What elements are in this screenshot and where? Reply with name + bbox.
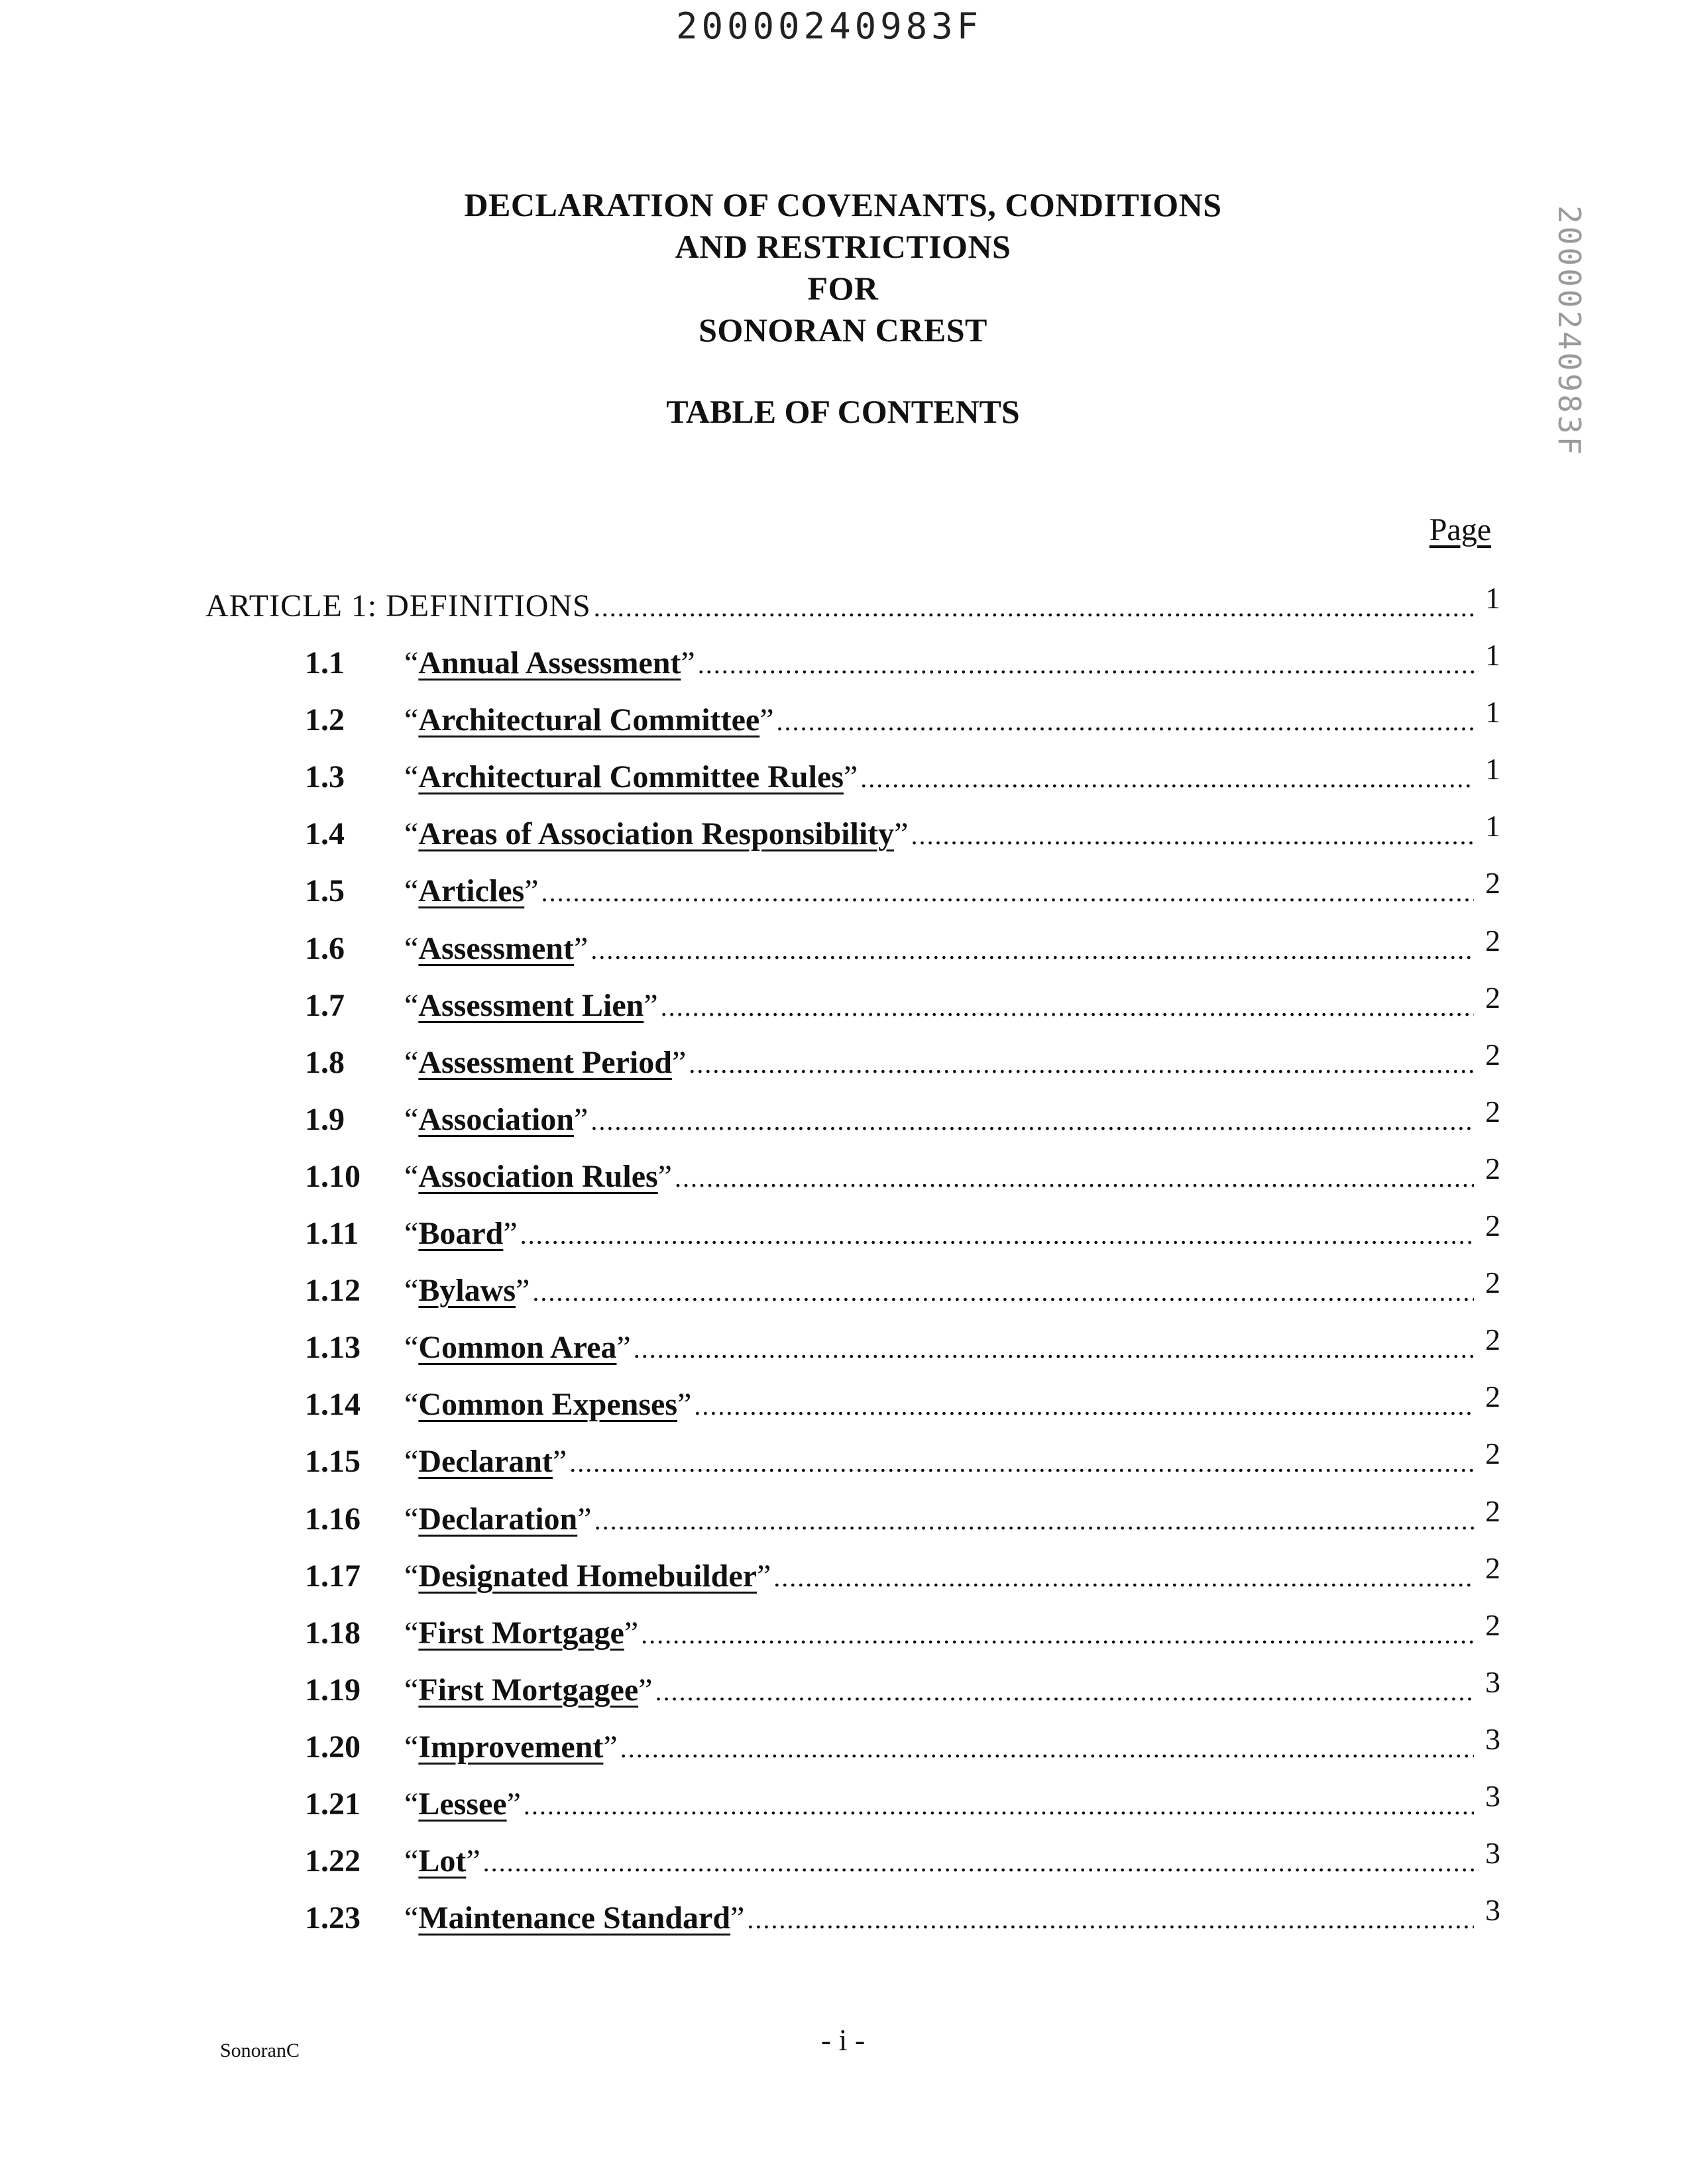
toc-entry [404, 1437, 1500, 1480]
article-label: ARTICLE 1: DEFINITIONS [205, 588, 591, 624]
term-title: “Assessment Period” [404, 1045, 687, 1080]
term-title: “Architectural Committee” [404, 702, 774, 737]
toc-heading: TABLE OF CONTENTS [666, 393, 1020, 430]
dot-leader [590, 934, 1474, 965]
toc-entry [404, 1665, 1500, 1708]
dot-leader [747, 1904, 1474, 1935]
dot-leader [520, 1219, 1474, 1250]
section-number: 1.9 [305, 1102, 345, 1137]
dot-leader [590, 1105, 1474, 1136]
dot-leader [661, 991, 1474, 1022]
term-text: Assessment Lien [418, 988, 644, 1023]
term-text: First Mortgage [418, 1615, 624, 1651]
entry-page-number: 3 [1485, 1665, 1500, 1699]
entry-page-number: 2 [1485, 1380, 1500, 1413]
term-title: “Articles” [404, 873, 539, 908]
term-title: “Designated Homebuilder” [404, 1558, 771, 1594]
entry-page-number: 2 [1485, 1038, 1500, 1071]
toc-entry [404, 1038, 1500, 1081]
term-title: “Declarant” [404, 1444, 567, 1479]
term-text: First Mortgagee [418, 1672, 639, 1708]
toc-entry-row[interactable] [0, 1776, 1686, 1822]
term-title: “Association” [404, 1102, 589, 1137]
toc-entry [404, 1893, 1500, 1936]
footer-page-number: - i - [820, 2023, 866, 2057]
term-text: Improvement [418, 1729, 604, 1765]
section-number: 1.3 [305, 759, 345, 794]
section-number: 1.4 [305, 816, 345, 851]
term-title: “Association Rules” [404, 1159, 672, 1194]
dot-leader [698, 649, 1474, 680]
term-text: Architectural Committee [418, 702, 760, 737]
dot-leader [524, 1790, 1474, 1821]
term-text: Maintenance Standard [418, 1900, 731, 1936]
entry-page-number: 1 [1485, 695, 1500, 729]
term-text: Designated Homebuilder [418, 1558, 757, 1594]
term-text: Association Rules [418, 1159, 658, 1194]
toc-entry-row[interactable] [0, 635, 1686, 681]
toc-entry-row[interactable] [0, 1319, 1686, 1366]
title-line-2: AND RESTRICTIONS [675, 228, 1011, 265]
toc-entry-row[interactable] [0, 1491, 1686, 1537]
term-title: “Assessment” [404, 931, 589, 966]
document-number: 20000240983F [676, 5, 983, 47]
toc-entry [404, 866, 1500, 909]
term-title: “Assessment Lien” [404, 988, 658, 1023]
term-title: “Architectural Committee Rules” [404, 759, 858, 794]
toc-entry [404, 981, 1500, 1024]
section-number: 1.2 [305, 702, 345, 737]
entry-page-number: 1 [1485, 752, 1500, 786]
entry-page-number: 2 [1485, 981, 1500, 1014]
dot-leader [860, 763, 1474, 794]
term-title: “Lot” [404, 1843, 480, 1879]
term-text: Common Expenses [418, 1387, 678, 1422]
toc-entry-row[interactable] [0, 1091, 1686, 1138]
title-line-4: SONORAN CREST [699, 311, 987, 349]
toc-entry [404, 1836, 1500, 1879]
toc-entry-row[interactable] [0, 1262, 1686, 1309]
toc-entry-row[interactable] [0, 1833, 1686, 1879]
toc-entry [404, 1323, 1500, 1366]
toc-entry-row[interactable] [0, 1548, 1686, 1594]
entry-page-number: 3 [1485, 1722, 1500, 1756]
toc-entry [404, 752, 1500, 795]
toc-entry [404, 1095, 1500, 1138]
entry-page-number: 2 [1485, 1437, 1500, 1470]
term-title: “First Mortgage” [404, 1615, 639, 1651]
dot-leader [620, 1733, 1474, 1764]
toc-entry-row[interactable] [0, 806, 1686, 852]
toc-entry [404, 924, 1500, 967]
declaration-title [0, 184, 1686, 351]
term-title: “Declaration” [404, 1502, 592, 1537]
toc-entry [404, 1551, 1500, 1594]
toc-entry-row[interactable] [0, 920, 1686, 967]
toc-entry-row[interactable] [0, 977, 1686, 1024]
term-text: Assessment [418, 931, 574, 966]
section-number: 1.7 [305, 988, 345, 1023]
toc-entry [404, 695, 1500, 738]
term-title: “Areas of Association Responsibility” [404, 816, 909, 851]
section-number: 1.13 [305, 1330, 361, 1365]
toc-entry-row[interactable] [0, 863, 1686, 909]
term-title: “Common Area” [404, 1330, 631, 1365]
section-number: 1.10 [305, 1159, 361, 1194]
term-title: “Lessee” [404, 1786, 521, 1822]
entry-page-number: 2 [1485, 866, 1500, 900]
term-text: Architectural Committee Rules [418, 759, 844, 794]
toc-entry-row[interactable] [0, 1148, 1686, 1195]
toc-entry-row[interactable] [0, 1890, 1686, 1936]
entry-page-number: 2 [1485, 1494, 1500, 1528]
title-line-3: FOR [807, 270, 879, 307]
section-number: 1.21 [305, 1786, 361, 1822]
dot-leader [911, 820, 1474, 851]
term-text: Articles [418, 873, 525, 908]
page-column-label: Page [1429, 512, 1491, 547]
dot-leader [541, 877, 1474, 908]
section-number: 1.15 [305, 1444, 361, 1479]
toc-entry-row[interactable] [0, 749, 1686, 795]
dot-leader [777, 706, 1474, 737]
dot-leader [634, 1333, 1474, 1364]
term-text: Assessment Period [418, 1045, 672, 1080]
section-number: 1.20 [305, 1729, 361, 1765]
toc-entry-row[interactable] [0, 1719, 1686, 1765]
toc-entry [404, 1209, 1500, 1252]
term-text: Bylaws [418, 1273, 516, 1308]
article-page-number: 1 [1485, 581, 1500, 615]
term-title: “Improvement” [404, 1729, 618, 1765]
section-number: 1.8 [305, 1045, 345, 1080]
section-number: 1.6 [305, 931, 345, 966]
entry-page-number: 3 [1485, 1779, 1500, 1813]
dot-leader [641, 1619, 1474, 1650]
section-number: 1.22 [305, 1843, 361, 1879]
dot-leader [594, 1505, 1474, 1536]
entry-page-number: 2 [1485, 924, 1500, 957]
term-text: Common Area [418, 1330, 617, 1365]
section-number: 1.1 [305, 645, 345, 681]
section-number: 1.14 [305, 1387, 361, 1422]
term-title: “Common Expenses” [404, 1387, 692, 1422]
entry-page-number: 3 [1485, 1836, 1500, 1870]
term-text: Declarant [418, 1444, 553, 1479]
term-text: Association [418, 1102, 574, 1137]
section-number: 1.18 [305, 1615, 361, 1651]
entry-page-number: 3 [1485, 1893, 1500, 1927]
dot-leader [694, 1390, 1474, 1421]
toc-entry [404, 1380, 1500, 1423]
toc-entry-row[interactable] [0, 1433, 1686, 1480]
term-text: Lessee [418, 1786, 507, 1822]
toc-entry-row[interactable] [0, 692, 1686, 738]
term-title: “Bylaws” [404, 1273, 530, 1308]
toc-entry [404, 1779, 1500, 1822]
term-text: Lot [418, 1843, 467, 1879]
toc-entry [404, 809, 1500, 852]
dot-leader [675, 1162, 1474, 1193]
section-number: 1.19 [305, 1672, 361, 1708]
toc-entry-row[interactable] [0, 1376, 1686, 1423]
toc-entry-row[interactable] [0, 1662, 1686, 1708]
toc-entry [404, 1608, 1500, 1651]
dot-leader [689, 1048, 1474, 1079]
toc-entry [404, 1494, 1500, 1537]
entry-page-number: 2 [1485, 1608, 1500, 1642]
entry-page-number: 2 [1485, 1152, 1500, 1185]
term-text: Declaration [418, 1502, 578, 1537]
toc-entry [404, 1722, 1500, 1765]
section-number: 1.11 [305, 1216, 359, 1251]
entry-page-number: 2 [1485, 1323, 1500, 1356]
section-number: 1.23 [305, 1900, 361, 1936]
term-title: “Board” [404, 1216, 518, 1251]
term-text: Areas of Association Responsibility [418, 816, 895, 851]
entry-page-number: 1 [1485, 638, 1500, 672]
entry-page-number: 2 [1485, 1551, 1500, 1585]
toc-article-1[interactable] [0, 578, 1686, 624]
section-number: 1.5 [305, 873, 345, 908]
dot-leader [483, 1847, 1474, 1878]
entry-page-number: 1 [1485, 809, 1500, 843]
section-number: 1.17 [305, 1558, 361, 1594]
term-title: “First Mortgagee” [404, 1672, 653, 1708]
toc-entry [404, 1152, 1500, 1195]
term-text: Board [418, 1216, 504, 1251]
entry-page-number: 2 [1485, 1095, 1500, 1128]
title-line-1: DECLARATION OF COVENANTS, CONDITIONS [464, 186, 1222, 223]
toc-entry-row[interactable] [0, 1205, 1686, 1252]
entry-page-number: 2 [1485, 1266, 1500, 1299]
side-recording-stamp: 20000240983F [1551, 205, 1587, 458]
toc-article-entry [205, 581, 1500, 624]
footer-file-name: SonoranC [220, 2040, 300, 2061]
dot-leader [773, 1562, 1474, 1593]
dot-leader [569, 1447, 1474, 1478]
toc-entry-row[interactable] [0, 1605, 1686, 1651]
toc-entry [404, 638, 1500, 681]
section-number: 1.12 [305, 1273, 361, 1308]
dot-leader [594, 592, 1474, 623]
section-number: 1.16 [305, 1502, 361, 1537]
term-title: “Maintenance Standard” [404, 1900, 745, 1936]
entry-page-number: 2 [1485, 1209, 1500, 1242]
toc-entry [404, 1266, 1500, 1309]
toc-entry-row[interactable] [0, 1034, 1686, 1081]
dot-leader [655, 1676, 1474, 1707]
term-text: Annual Assessment [418, 645, 681, 681]
dot-leader [532, 1276, 1474, 1307]
term-title: “Annual Assessment” [404, 645, 695, 681]
